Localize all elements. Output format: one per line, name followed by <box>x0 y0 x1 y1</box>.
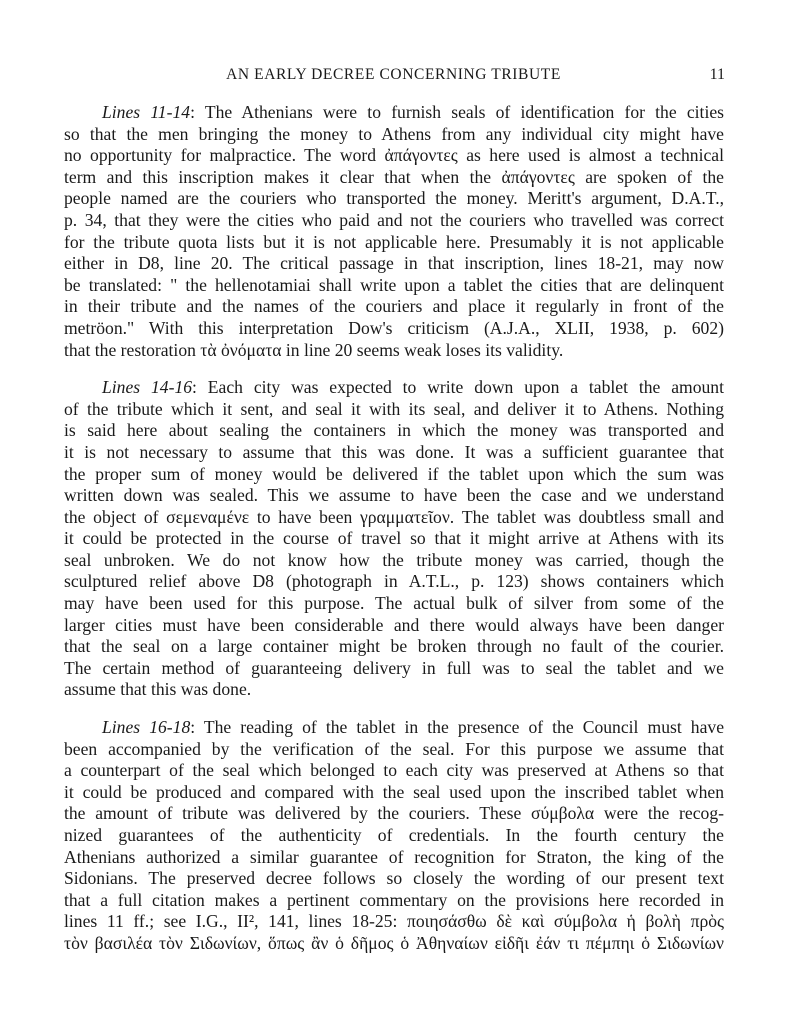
text-line: assume that this was done. <box>64 679 252 700</box>
text-line: is said here about sealing the containers in which the money was transported and <box>64 420 724 441</box>
text-line: of the tribute which it sent, and seal it with its seal, and deliver it to Athens. Nothing <box>64 398 724 419</box>
text-line: nized guarantees of the authenticity of credentials. In the fourth century the <box>64 825 724 845</box>
text-line: the amount of tribute was delivered by the couriers. These σύμβολα were the recog- <box>64 803 724 824</box>
paragraph-lines-16-18 <box>64 717 724 955</box>
text-line: lines 11 ff.; see I.G., II², 141, lines 18-25: ποιησάσθω δὲ καὶ σύμβολα ἡ βολὴ πρὸς <box>64 911 724 932</box>
text-line: may have been used for this purpose. The actual bulk of silver from some of the <box>64 593 724 614</box>
text-line: a counterpart of the seal which belonged to each city was preserved at Athens so that <box>64 760 724 781</box>
text-line-content: : The reading of the tablet in the presence of the Council must have <box>190 717 725 738</box>
text-line: larger cities must have been considerable and there would always have been danger <box>64 614 724 635</box>
body-text <box>64 102 724 971</box>
text-line: so that the men bringing the money to Athens from any individual city might have <box>64 123 724 144</box>
text-line-content: : Each city was expected to write down upon a tablet the amount <box>192 377 724 398</box>
text-line: The certain method of guaranteeing delivery in full was to seal the tablet and we <box>64 657 724 678</box>
paragraph-label: Lines 14-16 <box>102 377 193 398</box>
text-line: Athenians authorized a similar guarantee of recognition for Straton, the king of the <box>64 846 724 867</box>
text-line: sculptured relief above D8 (photograph in A.T.L., p. 123) shows containers which <box>64 571 724 592</box>
text-line <box>64 377 724 399</box>
page-number: 11 <box>709 66 725 83</box>
text-line: Sidonians. The preserved decree follows so closely the wording of our present text <box>64 868 724 889</box>
paragraph-label: Lines 16-18 <box>102 717 191 738</box>
text-line: that a full citation makes a pertinent commentary on the provisions here recorded in <box>64 889 724 910</box>
paragraph-lines-11-14 <box>64 102 724 361</box>
running-title: AN EARLY DECREE CONCERNING TRIBUTE <box>226 66 561 83</box>
text-line: term and this inscription makes it clear that when the ἀπάγοντες are spoken of the <box>64 166 724 187</box>
text-line: that the restoration τὰ ὀνόματα in line 20 seems weak loses its validity. <box>64 339 564 360</box>
text-line: the proper sum of money would be delivered if the tablet upon which the sum was <box>64 463 724 484</box>
text-line: p. 34, that they were the cities who paid and not the couriers who travelled was correct <box>64 209 724 230</box>
text-line: no opportunity for malpractice. The word ἀπάγοντες as here used is almost a technical <box>64 145 724 166</box>
text-line-content: : The Athenians were to furnish seals of identification for the cities <box>190 102 724 122</box>
text-line: written down was sealed. This we assume to have been the case and we understand <box>64 485 724 506</box>
text-line <box>64 717 724 739</box>
text-line: it could be protected in the course of travel so that it might arrive at Athens with its <box>64 528 724 549</box>
text-line: for the tribute quota lists but it is not applicable here. Presumably it is not applicable <box>64 231 724 252</box>
text-line <box>64 102 724 124</box>
text-line: that the seal on a large container might be broken through no fault of the courier. <box>64 636 724 657</box>
paragraph-lines-14-16 <box>64 377 724 701</box>
text-line: in their tribute and the names of the couriers and place it regularly in front of the <box>64 296 724 317</box>
text-line: τὸν βασιλέα τὸν Σιδωνίων, ὅπως ἂν ὁ δῆμος ὁ Ἀθηναίων εἰδῆι ἐάν τι πέμπηι ὁ Σιδωνίων <box>64 932 724 953</box>
text-line: either in D8, line 20. The critical passage in that inscription, lines 18-21, may now <box>64 253 724 274</box>
text-line: been accompanied by the verification of the seal. For this purpose we assume that <box>64 738 724 759</box>
text-line: the object of σεμεναμένε to have been γραμματεῖον. The tablet was doubtless small and <box>64 506 724 527</box>
text-line: people named are the couriers who transported the money. Meritt's argument, D.A.T., <box>64 188 724 209</box>
text-line: it is not necessary to assume that this was done. It was a sufficient guarantee that <box>64 441 724 462</box>
paragraph-label: Lines 11-14 <box>102 102 191 122</box>
page-header <box>0 66 787 90</box>
text-line: be translated: " the hellenotamiai shall write upon a tablet the cities that are delinquent <box>64 274 724 295</box>
text-line: metröon." With this interpretation Dow's criticism (A.J.A., XLII, 1938, p. 602) <box>64 317 724 338</box>
text-line: it could be produced and compared with the seal used upon the inscribed tablet when <box>64 781 724 802</box>
text-line: seal unbroken. We do not know how the tribute money was carried, though the <box>64 549 724 570</box>
